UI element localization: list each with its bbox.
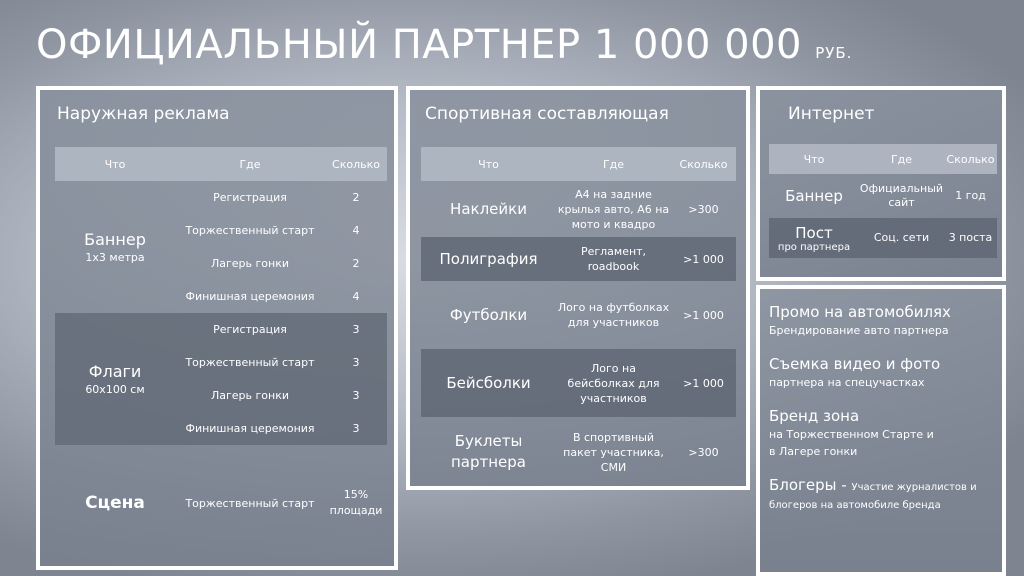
table-row bbox=[421, 181, 736, 237]
header-what: Что bbox=[803, 152, 825, 166]
cell-what: Буклеты партнера bbox=[450, 432, 526, 471]
banner-group bbox=[55, 181, 387, 313]
promo-heading: Промо на автомобилях bbox=[769, 303, 951, 321]
table-row bbox=[421, 417, 736, 487]
sport-panel bbox=[406, 86, 750, 490]
sport-title: Спортивная составляющая bbox=[425, 104, 669, 124]
cell-what bbox=[769, 224, 859, 253]
cell-where: Регламент, roadbook bbox=[580, 245, 647, 273]
promo-heading: Съемка видео и фото bbox=[769, 355, 941, 373]
list-item bbox=[769, 355, 1001, 391]
cell-qty: >1 000 bbox=[683, 252, 724, 266]
cell-where: Лагерь гонки bbox=[210, 257, 289, 270]
promo-detail: блогеров на автомобиле бренда bbox=[769, 500, 941, 511]
table-row bbox=[175, 487, 387, 519]
header-where: Где bbox=[602, 157, 625, 171]
table-row bbox=[175, 181, 387, 214]
header-where: Где bbox=[890, 152, 913, 166]
header-qty: Сколько bbox=[332, 157, 380, 171]
banner-size: 1х3 метра bbox=[85, 251, 145, 264]
cell-where: Лого на бейсболках для участников bbox=[567, 361, 660, 405]
table-row bbox=[175, 346, 387, 379]
cell-what: Наклейки bbox=[450, 200, 527, 218]
cell-where: Торжественный старт bbox=[185, 356, 315, 369]
internet-panel bbox=[756, 86, 1006, 281]
stage-qty-percent: 15% bbox=[343, 488, 369, 501]
cell-qty bbox=[325, 487, 387, 519]
cell-qty: 3 поста bbox=[948, 231, 993, 244]
stage-name: Сцена bbox=[85, 493, 145, 513]
outdoor-title: Наружная реклама bbox=[57, 104, 230, 124]
list-item bbox=[769, 407, 1001, 460]
promo-list bbox=[769, 303, 1001, 530]
cell-where: В спортивный пакет участника, СМИ bbox=[563, 430, 664, 474]
stage-qty-unit: площади bbox=[329, 504, 383, 517]
cell-where: Регистрация bbox=[213, 191, 287, 204]
post-label: Пост bbox=[795, 223, 833, 242]
table-row bbox=[175, 313, 387, 346]
cell-qty: 4 bbox=[352, 224, 360, 237]
table-row bbox=[421, 281, 736, 349]
cell-what: Полиграфия bbox=[439, 250, 538, 268]
promo-detail: Брендирование авто партнера bbox=[769, 324, 949, 337]
page-title bbox=[36, 22, 852, 68]
flags-size: 60х100 см bbox=[85, 383, 145, 396]
cell-qty: 3 bbox=[352, 389, 360, 402]
cell-where: Финишная церемония bbox=[185, 422, 315, 435]
stage-group bbox=[55, 445, 387, 561]
promo-detail: на Торжественном Старте и в Лагере гонки bbox=[769, 428, 934, 458]
table-header bbox=[421, 147, 736, 181]
table-row bbox=[421, 349, 736, 417]
promo-heading: Блогеры - bbox=[769, 476, 852, 494]
cell-what: Бейсболки bbox=[446, 374, 531, 392]
table-row bbox=[175, 247, 387, 280]
table-row bbox=[769, 218, 997, 258]
table-row bbox=[175, 379, 387, 412]
cell-qty: >1 000 bbox=[683, 308, 724, 322]
title-currency: РУБ. bbox=[815, 44, 853, 62]
header-qty: Сколько bbox=[679, 157, 728, 171]
cell-where: А4 на задние крылья авто, А6 на мото и квадро bbox=[557, 187, 670, 231]
table-header bbox=[769, 144, 997, 174]
table-row bbox=[421, 237, 736, 281]
promo-heading: Бренд зона bbox=[769, 407, 860, 425]
cell-qty: 3 bbox=[352, 356, 360, 369]
cell-where: Лагерь гонки bbox=[210, 389, 289, 402]
list-item bbox=[769, 476, 1001, 514]
internet-title: Интернет bbox=[788, 104, 875, 124]
outdoor-panel bbox=[36, 86, 398, 570]
header-qty: Сколько bbox=[946, 152, 995, 166]
table-row bbox=[175, 214, 387, 247]
cell-where: Лого на футболках для участников bbox=[557, 301, 670, 329]
header-what: Что bbox=[478, 157, 499, 171]
table-row bbox=[175, 412, 387, 445]
cell-what: Баннер bbox=[785, 187, 843, 205]
internet-table bbox=[769, 144, 997, 258]
cell-qty: 4 bbox=[352, 290, 360, 303]
post-sublabel: про партнера bbox=[777, 241, 851, 253]
flags-name: Флаги bbox=[88, 362, 142, 381]
flags-group bbox=[55, 313, 387, 445]
list-item bbox=[769, 303, 1001, 339]
cell-qty: >300 bbox=[688, 445, 719, 459]
cell-qty: 2 bbox=[352, 191, 360, 204]
cell-what: Футболки bbox=[449, 306, 528, 324]
promo-inline-detail: Участие журналистов и bbox=[851, 482, 977, 493]
cell-where: Торжественный старт bbox=[185, 496, 315, 510]
promo-detail: партнера на спецучастках bbox=[769, 376, 925, 389]
table-header bbox=[55, 147, 387, 181]
cell-where: Официальный сайт bbox=[859, 182, 944, 209]
outdoor-table bbox=[55, 147, 387, 561]
cell-qty: >300 bbox=[688, 202, 719, 216]
cell-qty: 2 bbox=[352, 257, 360, 270]
cell-where: Регистрация bbox=[213, 323, 287, 336]
header-where: Где bbox=[239, 157, 261, 171]
sport-table bbox=[421, 147, 736, 487]
table-row bbox=[175, 280, 387, 313]
promo-panel bbox=[756, 285, 1006, 576]
cell-qty: >1 000 bbox=[683, 376, 724, 390]
header-what: Что bbox=[104, 157, 126, 171]
title-main: ОФИЦИАЛЬНЫЙ ПАРТНЕР 1 000 000 bbox=[36, 22, 802, 68]
cell-qty: 3 bbox=[352, 422, 360, 435]
cell-qty: 1 год bbox=[955, 189, 986, 202]
table-row bbox=[769, 174, 997, 218]
banner-name: Баннер bbox=[84, 230, 146, 249]
cell-where: Соц. сети bbox=[873, 231, 930, 244]
cell-where: Торжественный старт bbox=[185, 224, 315, 237]
cell-where: Финишная церемония bbox=[185, 290, 315, 303]
cell-qty: 3 bbox=[352, 323, 360, 336]
